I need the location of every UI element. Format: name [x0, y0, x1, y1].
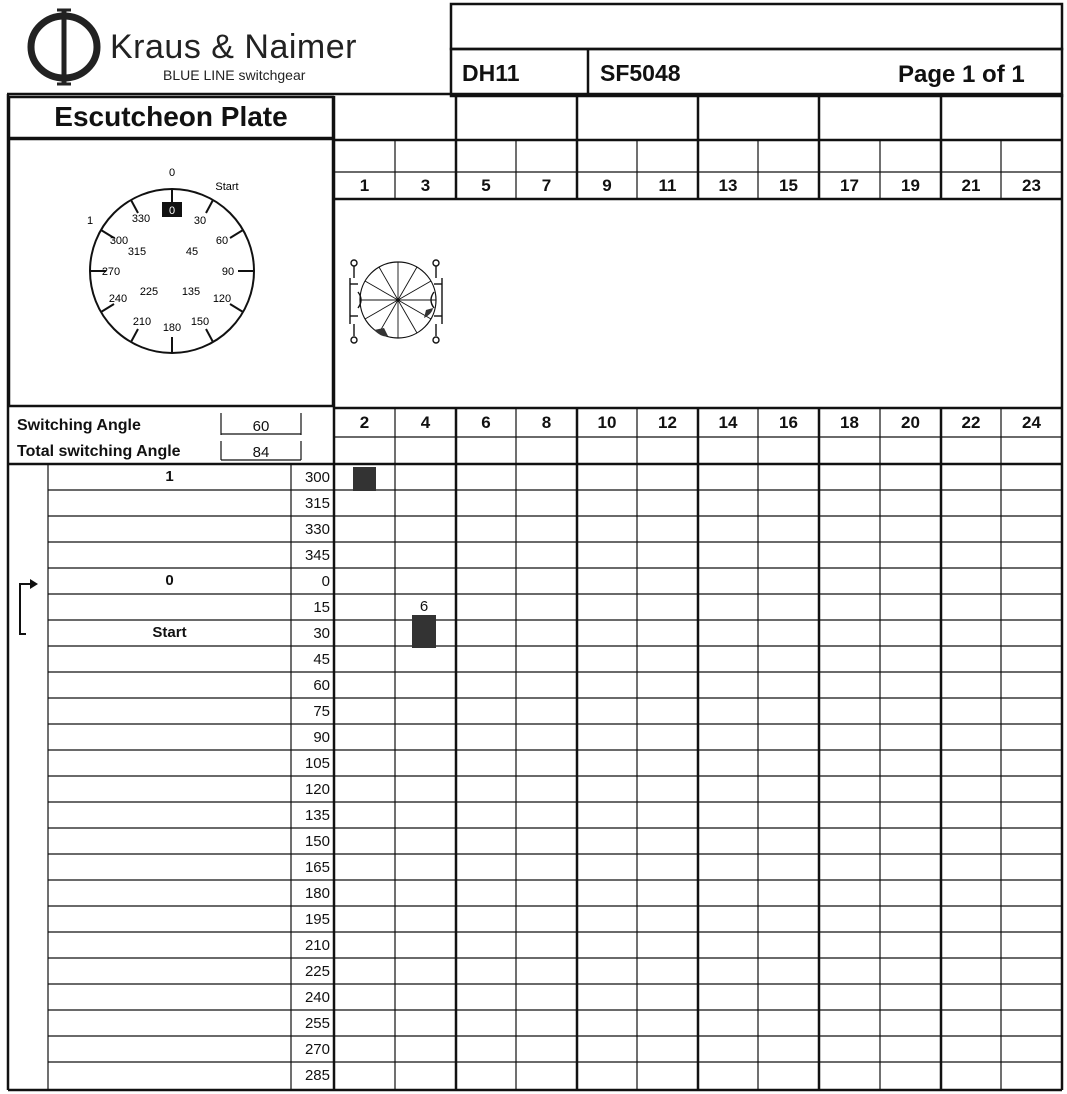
bottom-terminal-number: 8 [541, 413, 552, 432]
position-angle: 15 [313, 599, 330, 616]
position-angle: 345 [304, 547, 330, 564]
bottom-terminal-number: 2 [359, 413, 370, 432]
dial-label-330: 330 [131, 213, 151, 225]
contact-closed-mark [353, 467, 376, 491]
position-angle: 270 [304, 1041, 330, 1058]
top-terminal-number: 7 [541, 176, 552, 195]
brand-tagline: BLUE LINE switchgear [163, 67, 306, 83]
contact-diagram [342, 252, 452, 352]
position-angle: 180 [304, 885, 330, 902]
top-terminal-number: 3 [420, 176, 431, 195]
position-angle: 60 [313, 677, 330, 694]
top-terminal-number: 23 [1022, 176, 1041, 195]
position-angle: 165 [304, 859, 330, 876]
position-angle: 75 [313, 703, 330, 720]
position-angle: 285 [304, 1067, 330, 1084]
escutcheon-dial [70, 158, 280, 368]
bottom-terminal-number: 10 [597, 413, 617, 432]
dial-label-270: 270 [101, 266, 121, 278]
position-name: 0 [165, 572, 174, 589]
position-angle: 30 [313, 625, 330, 642]
dial-label-45: 45 [185, 246, 199, 258]
dial-label-30: 30 [193, 215, 207, 227]
dial-label-300: 300 [109, 235, 129, 247]
top-terminal-number: 5 [481, 176, 491, 195]
bottom-terminal-number: 6 [481, 413, 491, 432]
kraus-naimer-logo-icon [26, 7, 102, 87]
switching-angle-label: Switching Angle [17, 417, 141, 434]
dial-label-90: 90 [221, 266, 235, 278]
position-angle: 150 [304, 833, 330, 850]
dial-label-start: Start [215, 181, 239, 193]
bottom-terminal-number: 16 [779, 413, 798, 432]
position-angle: 105 [304, 755, 330, 772]
position-angle: 0 [321, 573, 330, 590]
top-terminal-number: 15 [779, 176, 798, 195]
drawing-code: SF5048 [600, 60, 681, 86]
dial-label-315: 315 [127, 246, 147, 258]
contact-note: 6 [419, 598, 429, 615]
position-angle: 120 [304, 781, 330, 798]
position-name: 1 [165, 468, 174, 485]
position-angle: 45 [313, 651, 330, 668]
position-angle: 315 [304, 495, 330, 512]
top-terminal-number: 21 [961, 176, 981, 195]
dial-label-180: 180 [162, 322, 182, 334]
total-switching-angle-value: 84 [252, 444, 270, 461]
dial-label-210: 210 [132, 316, 152, 328]
dial-label-135: 135 [181, 286, 201, 298]
bottom-terminal-number: 20 [901, 413, 920, 432]
dial-label-240: 240 [108, 293, 128, 305]
top-terminal-number: 1 [359, 176, 370, 195]
position-angle: 195 [304, 911, 330, 928]
position-angle: 135 [304, 807, 330, 824]
position-angle: 240 [304, 989, 330, 1006]
top-terminal-number: 13 [718, 176, 738, 195]
dial-label-60: 60 [215, 235, 229, 247]
position-angle: 225 [304, 963, 330, 980]
position-name: Start [152, 624, 187, 641]
bottom-terminal-number: 4 [420, 413, 431, 432]
position-angle: 255 [304, 1015, 330, 1032]
top-terminal-number: 19 [901, 176, 920, 195]
top-terminal-number: 17 [840, 176, 859, 195]
contact-closed-mark [412, 615, 436, 648]
position-angle: 330 [304, 521, 330, 538]
top-terminal-number: 9 [602, 176, 612, 195]
page-indicator: Page 1 of 1 [898, 61, 1025, 88]
bottom-terminal-number: 22 [961, 413, 981, 432]
switching-angle-value: 60 [252, 418, 270, 435]
dial-label-150: 150 [190, 316, 210, 328]
top-terminal-number: 11 [658, 176, 677, 195]
bottom-terminal-number: 18 [840, 413, 859, 432]
bottom-terminal-number: 12 [658, 413, 677, 432]
model-number: DH11 [462, 60, 520, 86]
dial-label-0: 0 [168, 167, 176, 179]
position-angle: 300 [304, 469, 330, 486]
bottom-terminal-number: 24 [1022, 413, 1041, 432]
panel-title: Escutcheon Plate [54, 101, 288, 132]
total-switching-angle-label: Total switching Angle [17, 443, 181, 460]
dial-label-225: 225 [139, 286, 159, 298]
dial-marker: 0 [168, 205, 176, 217]
dial-label-120: 120 [212, 293, 232, 305]
position-range-bracket-icon [14, 572, 44, 638]
brand-name: Kraus & Naimer [110, 28, 357, 66]
bottom-terminal-number: 14 [718, 413, 738, 432]
position-angle: 90 [313, 729, 330, 746]
dial-label-position-1: 1 [86, 215, 94, 227]
position-angle: 210 [304, 937, 330, 954]
